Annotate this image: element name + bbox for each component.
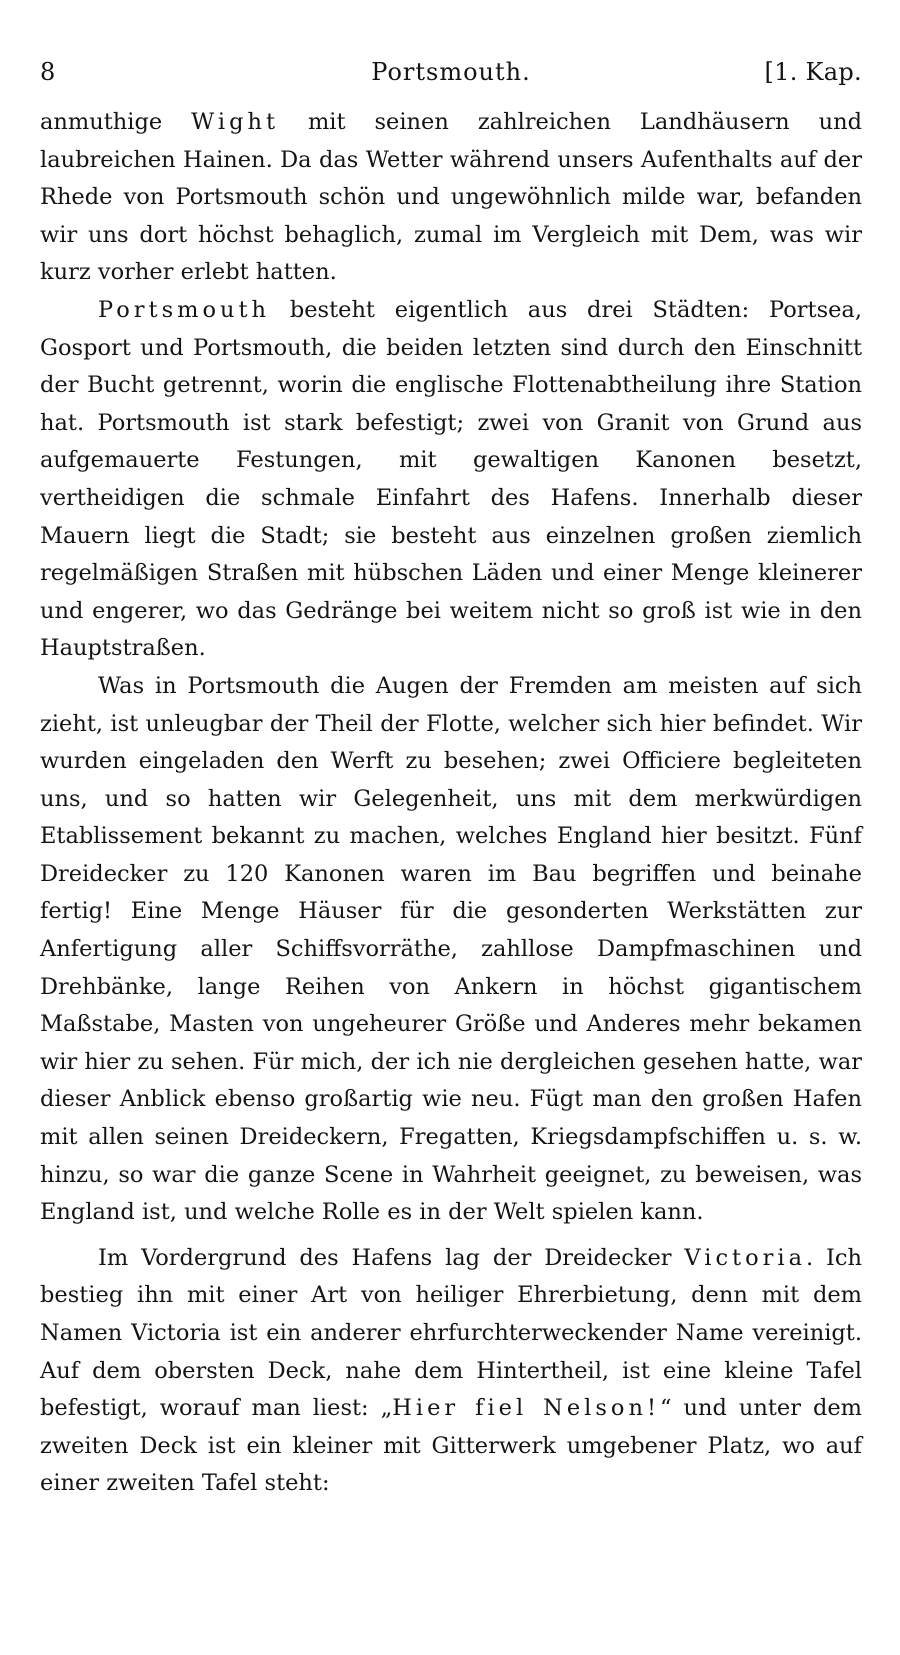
- text-run: besteht eigentlich aus drei Städten: Portsea, Gosport und Portsmouth, die beiden letzten sind durch den Einschnitt der Bucht getrennt, worin die englische Flottenabtheilung ihre Station hat. Portsmouth ist stark befestigt; zwei von Granit von Grund aus aufgemauerte Festungen, mit gewaltigen Kanonen besetzt, vertheidigen die schmale Einfahrt des Hafens. Innerhalb dieser Mauern liegt die Stadt; sie besteht aus einzelnen großen ziemlich regelmäßigen Straßen mit hübschen Läden und einer Menge kleinerer und engerer, wo das Gedränge bei weitem nicht so groß ist wie in den Hauptstraßen.: [40, 296, 862, 662]
- paragraph: [40, 104, 862, 292]
- text-run: anmuthige: [40, 109, 192, 135]
- text-run: Im Vordergrund des Hafens lag der Dreidecker: [98, 1244, 685, 1271]
- spaced-emphasis: Victoria: [684, 1244, 807, 1271]
- chapter-label: [1. Kap.: [764, 58, 862, 86]
- running-header: [40, 58, 862, 104]
- text-run: “ und unter dem zweiten Deck ist ein kleiner mit Gitterwerk umgebener Platz, wo auf einer zweiten Tafel steht:: [40, 1395, 862, 1497]
- text-run: . Ich bestieg ihn mit einer Art von heiliger Ehrerbietung, denn mit dem Namen Victoria ist ein anderer ehrfurchterweckender Name vereinigt. Auf dem obersten Deck, nahe dem Hintertheil, ist eine kleine Tafel befestigt, worauf man liest: „: [40, 1244, 862, 1422]
- running-title: Portsmouth.: [371, 58, 531, 86]
- spaced-emphasis: Portsmouth: [98, 296, 271, 323]
- paragraph: [40, 292, 862, 668]
- page-body: [40, 104, 862, 1503]
- spaced-emphasis: Hier fiel Nelson!: [392, 1395, 660, 1422]
- spaced-emphasis: Wight: [191, 109, 280, 135]
- text-run: mit seinen zahlreichen Landhäusern und laubreichen Hainen. Da das Wetter während unsers Aufenthalts auf der Rhede von Portsmouth schön und ungewöhnlich milde war, befanden wir uns dort höchst behaglich, zumal im Vergleich mit Dem, was wir kurz vorher erlebt hatten.: [40, 109, 862, 286]
- paragraph: [40, 668, 862, 1232]
- text-run: Was in Portsmouth die Augen der Fremden am meisten auf sich zieht, ist unleugbar der Theil der Flotte, welcher sich hier befindet. Wir wurden eingeladen den Werft zu besehen; zwei Officiere begleiteten uns, und so hatten wir Gelegenheit, uns mit dem merkwürdigen Etablissement bekannt zu machen, welches England hier besitzt. Fünf Dreidecker zu 120 Kanonen waren im Bau begriffen und beinahe fertig! Eine Menge Häuser für die gesonderten Werkstätten zur Anfertigung aller Schiffsvorräthe, zahllose Dampfmaschinen und Drehbänke, lange Reihen von Ankern in höchst gigantischem Maßstabe, Masten von ungeheurer Größe und Anderes mehr bekamen wir hier zu sehen. Für mich, der ich nie dergleichen gesehen hatte, war dieser Anblick ebenso großartig wie neu. Fügt man den großen Hafen mit allen seinen Dreideckern, Fregatten, Kriegsdampfschiffen u. s. w. hinzu, so war die ganze Scene in Wahrheit geeignet, zu beweisen, was England ist, und welche Rolle es in der Welt spielen kann.: [40, 672, 862, 1226]
- paragraph: [40, 1240, 862, 1503]
- page-number: 8: [40, 58, 56, 86]
